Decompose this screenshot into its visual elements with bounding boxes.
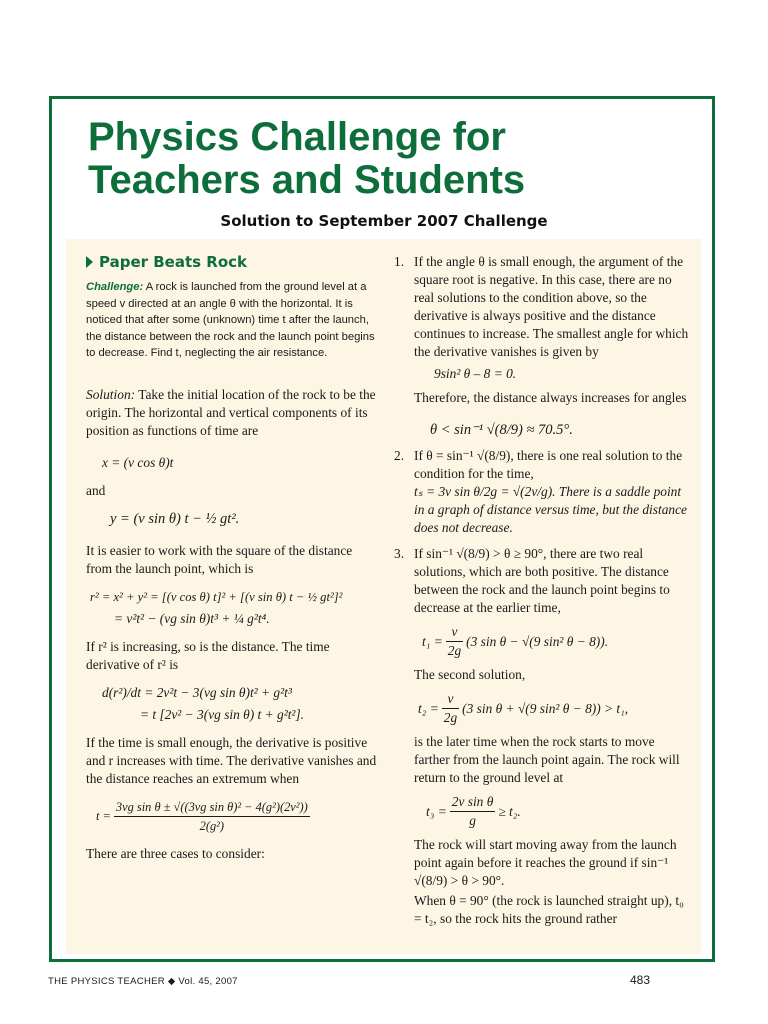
equation-t-numerator: 3vg sin θ ± √((3vg sin θ)² − 4(g²)(2v²)) <box>114 798 310 817</box>
equation-r-expanded: = v²t² − (vg sin θ)t³ + ¼ g²t⁴. <box>114 610 270 626</box>
equation-derivative-factored: = t [2v² − 3(vg sin θ) t + g²t²]. <box>140 706 305 722</box>
equation-t3-denominator: g <box>469 813 476 828</box>
right-column <box>394 253 690 936</box>
equation-t3 <box>426 793 690 830</box>
case-text-4: The rock will start moving away from the launch point again before it reaches the ground if sin⁻¹ √(8/9) > θ > 90°. <box>414 837 677 888</box>
equation-t1-denominator: 2g <box>447 643 462 658</box>
equation-t2-rhs: (3 sin θ + √(9 sin² θ − 8)) > t₁, <box>462 700 629 716</box>
equation-t3-rhs: ≥ t₂. <box>498 803 521 819</box>
section-heading-text: Paper Beats Rock <box>99 253 248 271</box>
equation-t3-fraction <box>450 793 496 830</box>
equation-t1-numerator: v <box>446 623 463 642</box>
case-text-3: is the later time when the rock starts to move farther from the launch point again. The rock will return to the ground level at <box>414 734 680 785</box>
solution-intro: Take the initial location of the rock to be the origin. The horizontal and vertical components of its position as functions of time are <box>86 386 376 438</box>
equation-t <box>96 798 378 835</box>
case-equation-2: θ < sin⁻¹ √(8/9) ≈ 70.5°. <box>430 422 573 438</box>
cases-list <box>394 253 690 928</box>
paragraph-cases-intro: There are three cases to consider: <box>86 845 265 861</box>
case-text: If the angle θ is small enough, the argument of the square root is negative. In this case, there are no real solutions to the condition above, so the derivative is always positive and the distance continues to increase. The smallest angle for which the derivative vanishes is given by <box>414 254 689 359</box>
case-text-2: The second solution, <box>414 667 526 682</box>
equation-t2-lhs: t₂ = <box>418 700 439 716</box>
case-text-5: When θ = 90° (the rock is launched straight up), t₀ = t₂, so the rock hits the ground rather <box>414 893 684 926</box>
case-text: If sin⁻¹ √(8/9) > θ ≥ 90°, there are two real solutions, which are both positive. The distance between the rock and the launch point begins to decrease at the earlier time, <box>414 546 670 615</box>
case-number: 2. <box>394 448 405 463</box>
case-item-1 <box>394 253 690 439</box>
section-heading <box>86 253 378 271</box>
equation-y: y = (v sin θ) t − ½ gt². <box>110 510 240 527</box>
equation-t-denominator: 2(g²) <box>199 818 225 833</box>
page-subtitle: Solution to September 2007 Challenge <box>220 212 548 230</box>
challenge-label: Challenge: <box>86 281 144 293</box>
and-text: and <box>86 482 106 498</box>
page-title: Physics Challenge for Teachers and Students <box>88 115 526 202</box>
equation-t2-numerator: v <box>442 690 459 709</box>
equation-t1 <box>422 623 690 660</box>
challenge-paragraph <box>86 279 378 362</box>
case-item-2 <box>394 447 690 537</box>
left-column <box>86 253 378 863</box>
challenge-text: A rock is launched from the ground level at a speed v directed at an angle θ with the horizontal. It is noticed that after some (unknown) time t after the launch, the distance between the rock and the launch point begins to decrease. Find t, neglecting the air resistance. <box>86 281 375 359</box>
case-number: 1. <box>394 254 405 269</box>
equation-t2-denominator: 2g <box>443 710 458 725</box>
equation-t3-lhs: t₃ = <box>426 803 447 819</box>
paragraph-derivative: If r² is increasing, so is the distance. The time derivative of r² is <box>86 638 330 672</box>
paragraph-distance: It is easier to work with the square of the distance from the launch point, which is <box>86 542 353 576</box>
equation-t1-lhs: t₁ = <box>422 633 443 649</box>
solution-paragraph <box>86 386 378 440</box>
equation-r-squared: r² = x² + y² = [(v cos θ) t]² + [(v sin θ) t − ½ gt²]² <box>90 589 343 604</box>
footer-journal: THE PHYSICS TEACHER ◆ Vol. 45, 2007 <box>48 976 238 987</box>
equation-t3-numerator: 2v sin θ <box>450 793 496 812</box>
case-equation: 9sin² θ – 8 = 0. <box>434 366 517 381</box>
equation-t2 <box>418 690 690 727</box>
equation-t1-fraction <box>446 623 463 660</box>
equation-t1-rhs: (3 sin θ − √(9 sin² θ − 8)). <box>466 633 609 649</box>
case-text: If θ = sin⁻¹ √(8/9), there is one real solution to the condition for the time, <box>414 448 683 481</box>
bullet-icon <box>86 256 93 268</box>
equation-t-lhs: t = <box>96 809 111 823</box>
case-equation: tₛ = 3v sin θ/2g = √(2v/g). There is a saddle point in a graph of distance versus time, but the distance does not decrease. <box>414 484 687 535</box>
paragraph-extremum: If the time is small enough, the derivative is positive and r increases with time. The derivative vanishes and the distance reaches an extremum when <box>86 734 377 786</box>
case-item-3 <box>394 545 690 928</box>
equation-t-fraction <box>114 798 310 835</box>
case-text-2: Therefore, the distance always increases for angles <box>414 390 687 405</box>
case-number: 3. <box>394 546 405 561</box>
equation-derivative: d(r²)/dt = 2v²t − 3(vg sin θ)t² + g²t³ <box>102 684 292 700</box>
solution-label: Solution: <box>86 386 136 402</box>
equation-x: x = (v cos θ)t <box>102 454 174 470</box>
footer-page-number: 483 <box>629 973 650 987</box>
equation-t2-fraction <box>442 690 459 727</box>
